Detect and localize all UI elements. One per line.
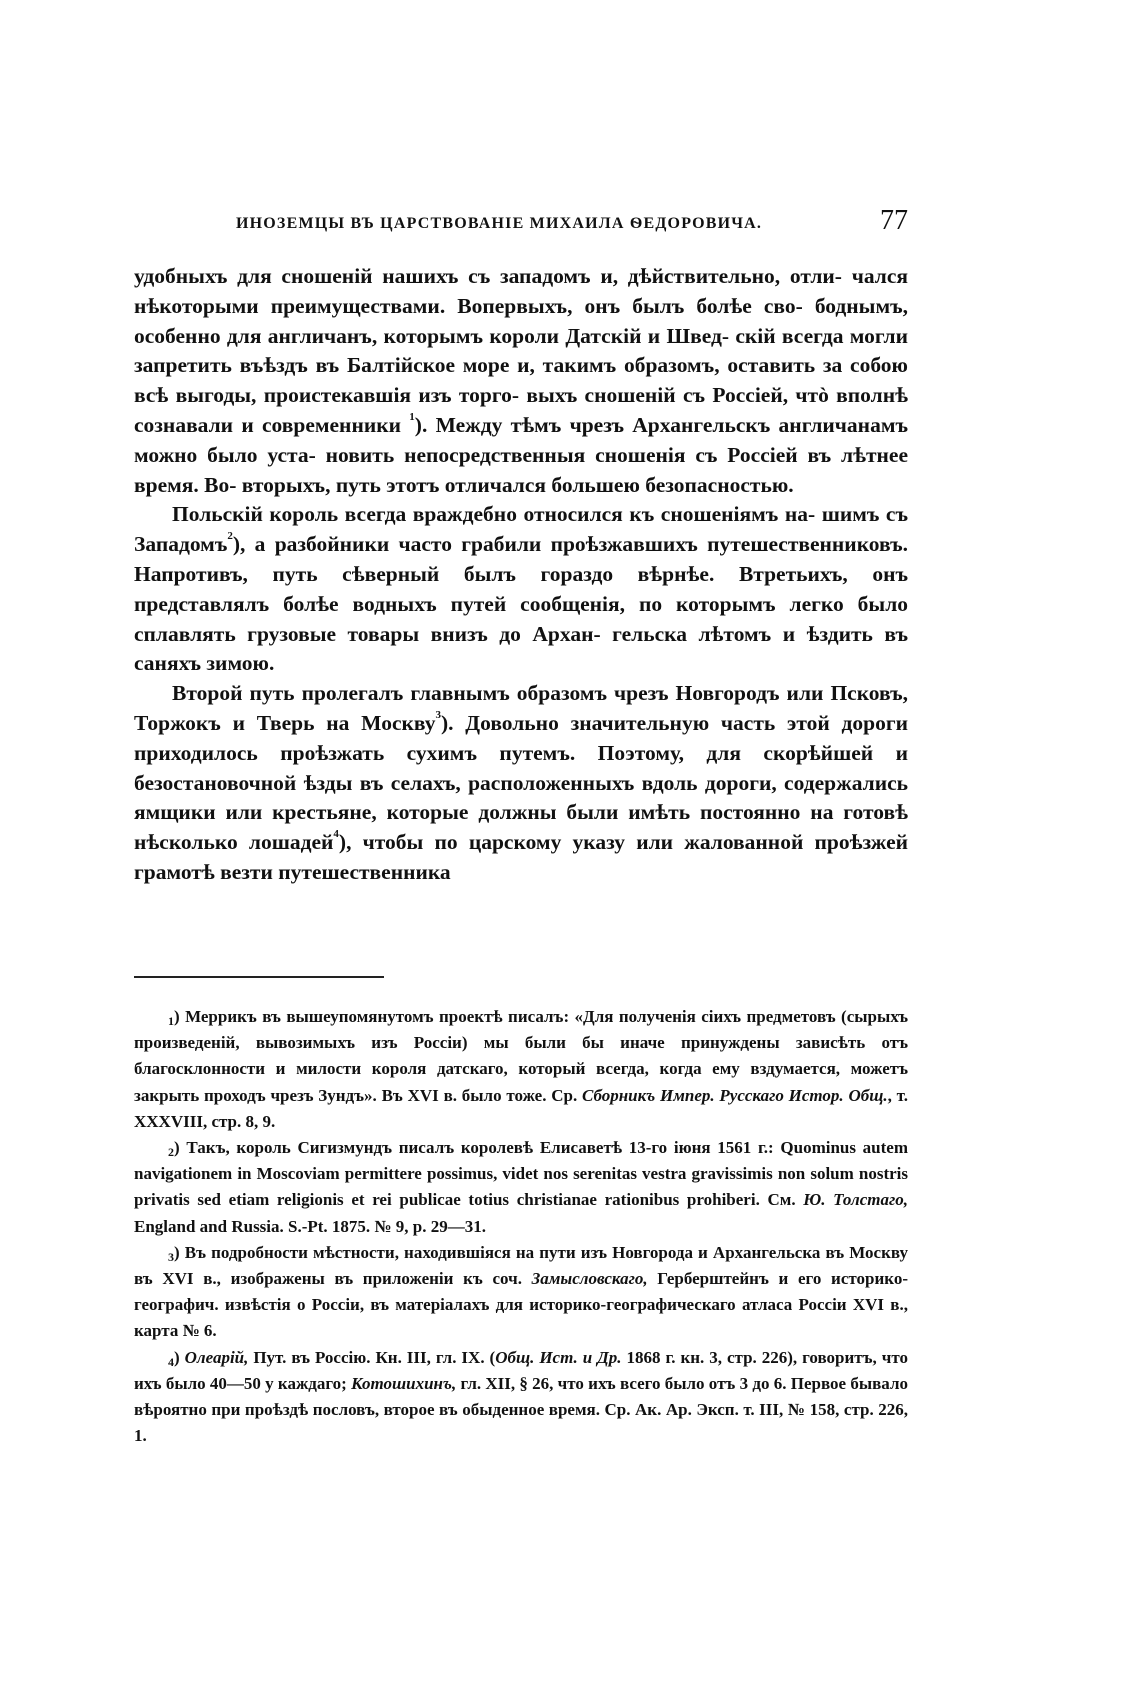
text-line: Польскій король всегда враждебно относился къ сношеніямъ на-	[172, 502, 816, 527]
footnote-text: England and Russia. S.-Pt. 1875. № 9, p. 29—31.	[134, 1216, 486, 1236]
page-number: 77	[880, 205, 908, 236]
footnote-4	[134, 1345, 908, 1450]
text-line: путешественниковъ. Напротивъ, путь сѣверный былъ гораздо вѣрнѣе.	[134, 532, 909, 586]
footnote-citation: Общ. Ист. и Др.	[495, 1347, 622, 1367]
footnote-text: 1868 г. кн. 3, стр. 226), говоритъ, что ихъ было 40—50 у каждаго;	[134, 1347, 908, 1393]
text-line: этой дороги приходилось проѣзжать сухимъ путемъ. Поэтому, для	[134, 710, 908, 765]
footnote-2	[134, 1135, 908, 1240]
text-line: образомъ, оставить за собою всѣ выгоды, проистекавшія изъ торго-	[134, 353, 908, 408]
text-line: ). Довольно значительную часть	[441, 710, 776, 735]
text-line: дороги, содержались ямщики или крестьяне, которые должны были	[134, 770, 908, 825]
text-line: Псковъ, Торжокъ и Тверь на Москву	[134, 681, 909, 735]
text-line: чался нѣкоторыми преимуществами. Вопервыхъ, онъ былъ болѣе сво-	[134, 264, 908, 318]
footnote-mark: 3	[168, 1249, 174, 1264]
footnote-text: , т. XXXVIII, стр. 8, 9.	[134, 1085, 908, 1131]
footnote-text: гл. XII, § 26, что ихъ всего было отъ 3 до 6. Первое бывало вѣроятно при проѣздѣ пословъ, второе въ обыденное время. Ср. Ак. Ар. Эксп. т. III, № 158, стр. 226, 1.	[134, 1373, 908, 1446]
text-line: указу или жалованной проѣзжей грамотѣ везти путешественника	[134, 830, 909, 884]
text-line: удобныхъ для сношеній нашихъ съ западомъ и, дѣйствительно, отли-	[134, 264, 842, 288]
footnote-citation: Ю. Толстаго,	[803, 1190, 908, 1210]
footnote-ref-2: 2	[227, 530, 233, 543]
text-line: новить непосредственныя сношенія съ Россіей въ лѣтнее время. Во-	[134, 442, 909, 497]
running-header	[236, 205, 908, 240]
text-line: имѣть постоянно на готовѣ нѣсколько лошадей	[134, 800, 909, 855]
footnote-ref-4: 4	[333, 828, 339, 841]
text-line: скорѣйшей и безостановочной ѣзды въ селахъ, расположенныхъ вдоль	[134, 740, 908, 795]
footnote-ref-1: 1	[409, 410, 415, 423]
footnote-text: ) Такъ, король Сигизмундъ писалъ королевѣ Елисаветѣ 13-го іюня 1561 г.: Quominus autem navigationem in Moscoviam permittere possimus, videt nos serenitas vestra gravissimis non solum nostris privatis sed etiam religionis et rei publicae totius christianae rationibus prohiberi. Cм.	[134, 1138, 908, 1210]
footnote-text: Герберштейнъ и его историко-географич. извѣстія о Россіи, въ матеріалахъ для историко-географическаго атласа Россіи XVI в., карта № 6.	[134, 1269, 908, 1341]
footnote-citation: Олеарій,	[184, 1347, 249, 1367]
footnote-citation: Замысловскаго,	[531, 1269, 648, 1289]
footnote-mark: 4	[168, 1354, 174, 1369]
text-line: гельска лѣтомъ и ѣздить въ саняхъ зимою.	[134, 621, 909, 676]
paragraph-3	[134, 679, 908, 888]
running-title: ИНОЗЕМЦЫ ВЪ ЦАРСТВОВАНІЕ МИХАИЛА ѲЕДОРОВИЧА.	[236, 215, 763, 232]
text-line: ), чтобы по царскому	[338, 830, 562, 855]
text-line: скій всегда могли запретить въѣздъ въ Балтійское море и, такимъ	[134, 323, 908, 378]
footnote-citation: Котошихинъ,	[351, 1373, 457, 1393]
footnote-text: Пут. въ Россію. Кн. III, гл. IX. (	[248, 1347, 496, 1367]
text-line: ).	[414, 412, 428, 437]
text-line: выхъ сношеній съ Россіей, чтò вполнѣ сознавали и современники	[134, 383, 908, 437]
main-text	[134, 262, 908, 888]
paragraph-2	[134, 500, 908, 679]
footnote-text: ) Въ подробности мѣстности, находившіяся на пути изъ Новгорода и Архангельска въ Москву въ XVI в., изображены въ приложеніи къ соч.	[134, 1242, 908, 1289]
footnote-text: )	[174, 1347, 185, 1367]
footnote-mark: 2	[168, 1145, 174, 1160]
footnotes	[134, 1004, 908, 1449]
footnote-citation: Сборникъ Импер. Русскаго Истор. Общ.	[582, 1085, 888, 1105]
paragraph-1	[134, 262, 908, 500]
footnote-3	[134, 1240, 908, 1345]
text-line: шимъ съ Западомъ	[134, 502, 909, 557]
footnote-ref-3: 3	[435, 708, 441, 721]
text-line: Между тѣмъ чрезъ Архангельскъ англичанамъ можно было уста-	[134, 412, 909, 467]
text-line: Втретьихъ, онъ представлялъ болѣе водныхъ путей сообщенія, по	[134, 561, 909, 616]
footnote-text: ) Меррикъ въ вышеупомянутомъ проектѣ писалъ: «Для полученія сіихъ предметовъ (сырыхъ произведеній, вывозимыхъ изъ Россіи) мы были бы иначе принуждены зависѣть отъ благосклонности и милости короля датскаго, который всегда, когда ему вздумается, можетъ закрыть проходъ чрезъ Зундъ». Въ XVI в. было тоже. Ср.	[134, 1007, 908, 1105]
text-line: Второй путь пролегалъ главнымъ образомъ чрезъ Новгородъ или	[172, 681, 824, 706]
text-line: боднымъ, особенно для англичанъ, которымъ короли Датскій и Швед-	[134, 293, 909, 348]
text-line: вторыхъ, путь этотъ отличался большею безопасностью.	[241, 472, 794, 497]
text-line: которымъ легко было сплавлять грузовые товары внизъ до Архан-	[134, 591, 909, 646]
footnote-divider	[134, 976, 384, 978]
text-line: ), а разбойники часто грабили проѣзжавшихъ	[232, 532, 698, 557]
footnote-mark: 1	[168, 1014, 174, 1028]
footnote-1	[134, 1004, 908, 1135]
